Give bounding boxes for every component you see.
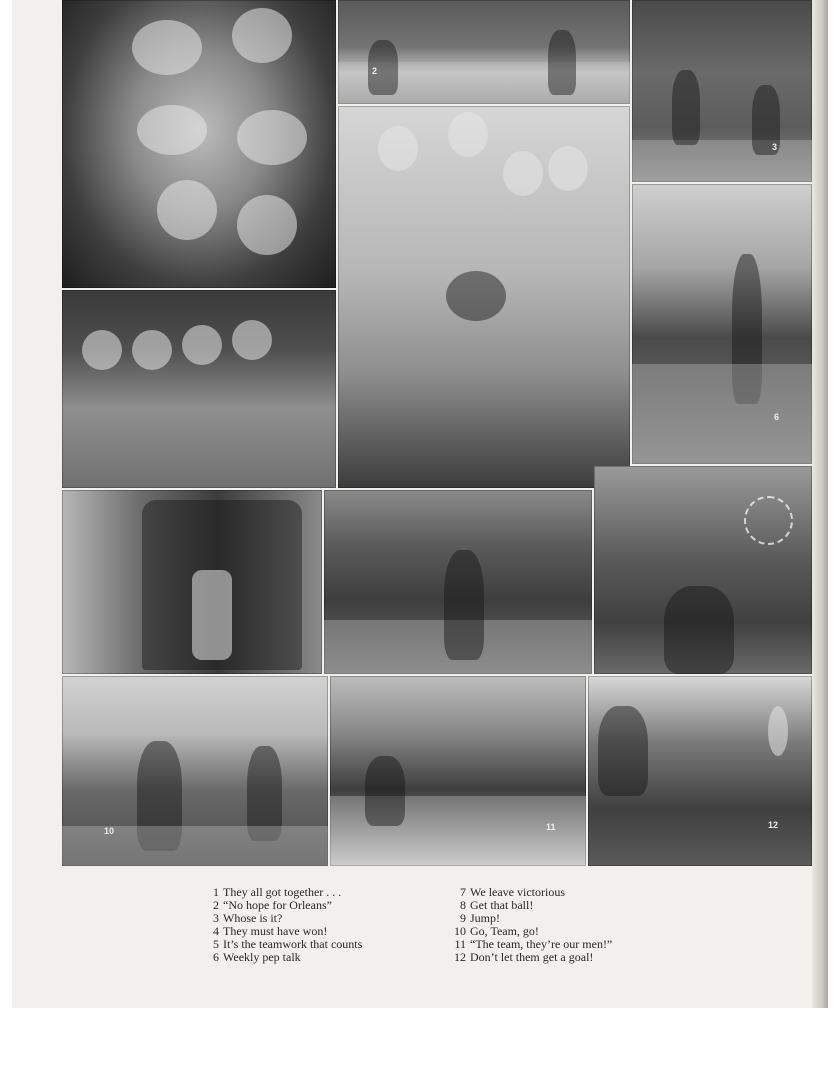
caption-list-left — [206, 886, 362, 964]
photo-we-leave-victorious — [62, 490, 322, 674]
photo-go-team-go — [62, 676, 328, 866]
caption-item: 3 Whose is it? — [213, 911, 283, 925]
caption-item: 4 They must have won! — [213, 924, 328, 938]
caption-item: 7 We leave victorious — [460, 885, 565, 899]
caption-item: 2 “No hope for Orleans” — [213, 898, 332, 912]
caption-item: 1 They all got together . . . — [213, 885, 342, 899]
photo-they-must-have-won — [62, 290, 336, 488]
photo-get-that-ball — [324, 490, 592, 674]
photo-teamwork-that-counts — [338, 106, 630, 488]
photo-the-team-theyre-our-men — [330, 676, 586, 866]
caption-item: 11 “The team, they’re our men!” — [454, 937, 613, 951]
photo-no-hope-for-orleans — [338, 0, 630, 104]
caption-item: 12 Don’t let them get a goal! — [454, 950, 594, 964]
caption-item: 8 Get that ball! — [460, 898, 534, 912]
caption-list-right — [450, 886, 612, 964]
photo-number: 12 — [768, 820, 779, 830]
photo-dont-let-them-get-a-goal — [588, 676, 812, 866]
photo-number: 6 — [774, 412, 780, 422]
photo-they-all-got-together — [62, 0, 336, 288]
photo-whose-is-it — [632, 0, 812, 182]
caption-item: 6 Weekly pep talk — [213, 950, 301, 964]
photo-number: 10 — [104, 826, 115, 836]
photo-weekly-pep-talk — [632, 184, 812, 464]
caption-item: 5 It’s the teamwork that counts — [213, 937, 363, 951]
page-binding-edge — [812, 0, 828, 1008]
photo-number: 11 — [546, 822, 556, 832]
photo-number: 2 — [372, 66, 378, 76]
caption-item: 9 Jump! — [460, 911, 500, 925]
caption-item: 10 Go, Team, go! — [454, 924, 539, 938]
photo-jump — [594, 466, 812, 674]
photo-number: 3 — [772, 142, 778, 152]
